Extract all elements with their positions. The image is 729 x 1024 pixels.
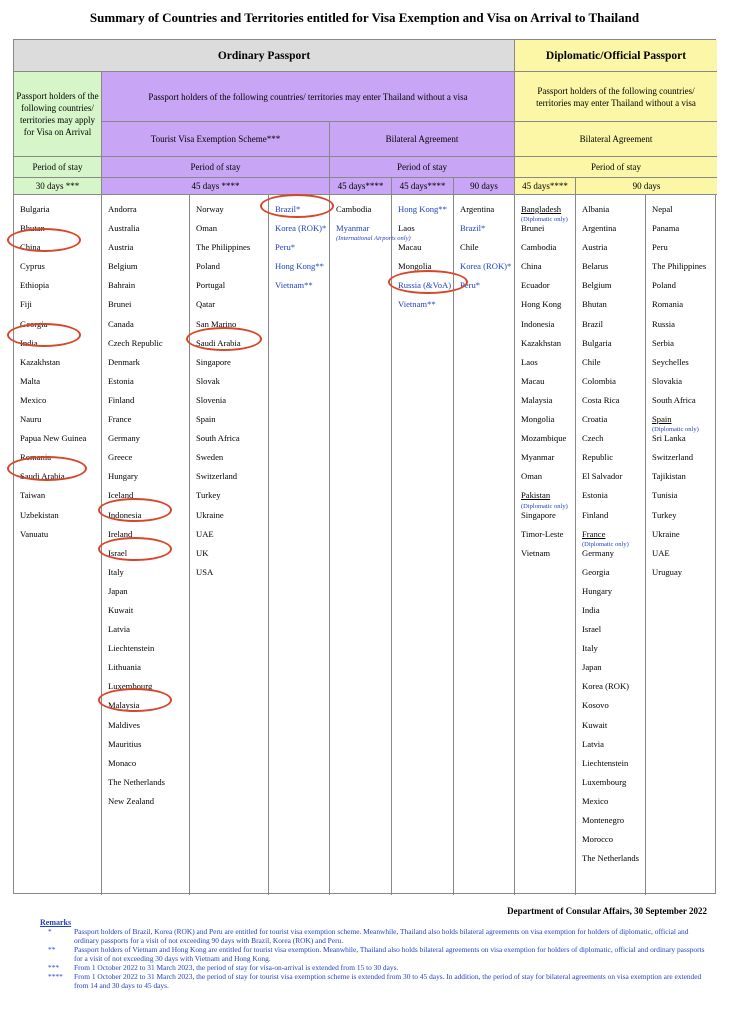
list-item: Latvia [108, 624, 130, 635]
days-dip-90: 90 days [576, 178, 717, 195]
list-item: Kuwait [108, 604, 134, 615]
list-item: Mauritius [108, 738, 142, 749]
list-item: Belgium [582, 280, 612, 291]
list-item: Mozambique [521, 433, 567, 444]
list-item: Kosovo [582, 700, 609, 711]
list-item: Indonesia [521, 318, 555, 329]
highlight-circle-israel [98, 537, 172, 561]
list-item: Bahrain [108, 280, 136, 291]
period-bilateral: Period of stay [330, 157, 515, 178]
column-voa [14, 195, 102, 895]
list-item: Kuwait [582, 719, 608, 730]
column-dip-90b [646, 195, 717, 895]
list-item: Albania [582, 204, 610, 214]
list-item: Montenegro [582, 815, 625, 825]
list-item: Cambodia [336, 204, 372, 214]
list-item: Luxembourg [108, 681, 153, 692]
list-item: Chile [460, 242, 479, 253]
list-item: Brazil [582, 318, 603, 329]
list-item: Bhutan [20, 223, 45, 234]
list-item: Oman [521, 471, 543, 482]
list-item: Korea (ROK)* [460, 261, 512, 272]
list-item: UK [196, 547, 209, 558]
list-item: Switzerland [652, 452, 694, 463]
list-item: Norway [196, 204, 224, 214]
list-item: Iceland [108, 490, 134, 501]
list-item: Belgium [108, 261, 138, 272]
list-item: Seychelles [652, 356, 689, 367]
list-item: Nepal [652, 204, 673, 214]
list-item: Hong Kong [521, 299, 562, 310]
header-diplomatic: Diplomatic/Official Passport [515, 40, 717, 72]
list-item: Brunei [108, 299, 132, 310]
list-item: Korea (ROK) [582, 681, 630, 692]
list-item: Korea (ROK)* [275, 223, 327, 234]
list-item: Hong Kong** [275, 261, 324, 272]
list-item: South Africa [652, 394, 696, 405]
list-item: Belarus [582, 261, 609, 272]
list-item: Ethiopia [20, 280, 50, 291]
list-item: UAE [196, 528, 214, 539]
list-item: Austria [108, 242, 134, 253]
list-item: Ecuador [521, 280, 550, 291]
list-item: Brunei [521, 223, 545, 234]
list-item: Tajikistan [652, 471, 686, 482]
list-item: Indonesia [108, 509, 142, 520]
list-item: China [20, 242, 41, 253]
list-item: Timor-Leste [521, 528, 564, 539]
department-signature: Department of Consular Affairs, 30 September 2022 [507, 906, 707, 916]
list-item: Pakistan [521, 490, 551, 501]
list-item: Vietnam** [398, 299, 436, 310]
list-item: Portugal [196, 280, 226, 291]
list-item: China [521, 261, 542, 272]
list-item: Andorra [108, 204, 137, 214]
note-diplomatic-only: (Diplomatic only) [521, 502, 568, 510]
list-item: Bulgaria [20, 204, 50, 214]
list-item: Papua New Guinea [20, 433, 87, 444]
list-item: Oman [196, 223, 218, 234]
header-ordinary: Ordinary Passport [14, 40, 515, 72]
list-item: The Philippines [652, 261, 707, 272]
highlight-circle-india [7, 323, 81, 347]
list-item: Bhutan [582, 299, 607, 310]
list-item: India [20, 337, 38, 348]
list-item: Colombia [582, 375, 616, 386]
header-diplomatic-desc: Passport holders of the following countries/ territories may enter Thailand without a visa [515, 72, 717, 122]
list-item: Nauru [20, 414, 42, 425]
header-voa-desc: Passport holders of the following countries/ territories may apply for Visa on Arrival [14, 72, 102, 157]
list-item: Czech Republic [108, 337, 163, 348]
list-item: Macau [521, 375, 545, 386]
list-item: Israel [582, 624, 602, 635]
list-item: Brazil* [275, 204, 301, 214]
remark-item: * Passport holders of Brazil, Korea (ROK) and Peru are entitled for tourist visa exemption scheme. Meanwhile, Thailand also holds bilateral agreements on visa exemption for holders of diplomatic, official and ordinary passports for a visit of not exceeding 90 days with Brazil, Korea (ROK) and Peru. [48, 927, 689, 945]
days-dip-45: 45 days**** [515, 178, 576, 195]
column-bilateral-90 [454, 195, 515, 895]
list-item: Laos [521, 356, 538, 367]
list-item: Russia [652, 318, 675, 329]
list-item: Italy [108, 566, 124, 577]
list-item: UAE [652, 547, 670, 558]
column-dip-45 [515, 195, 576, 895]
list-item: Luxembourg [582, 776, 627, 787]
highlight-circle-saudi-arabia-tourist [186, 327, 262, 351]
list-item: Mexico [582, 795, 609, 806]
list-item: Bangladesh [521, 204, 562, 214]
list-item: Myanmar [521, 452, 555, 463]
list-item: Argentina [460, 204, 495, 214]
list-item: Romania [652, 299, 684, 310]
list-item: Vietnam [521, 547, 551, 558]
list-item: Germany [582, 547, 614, 558]
list-item: Kazakhstan [20, 356, 61, 367]
header-bilateral-dip: Bilateral Agreement [515, 122, 717, 157]
list-item: Peru* [275, 242, 296, 253]
list-item: Uruguay [652, 566, 683, 577]
days-bilateral-45b: 45 days**** [392, 178, 454, 195]
list-item: Liechtenstein [582, 757, 629, 768]
list-item: Hungary [108, 471, 139, 482]
list-item: Greece [108, 452, 133, 463]
list-item: India [582, 604, 600, 615]
column-bilateral-45b [392, 195, 454, 895]
days-bilateral-90: 90 days [454, 178, 515, 195]
list-item: Malta [20, 375, 41, 386]
list-item: Chile [582, 356, 601, 367]
remarks-section [40, 918, 710, 990]
list-item: Singapore [196, 356, 231, 367]
highlight-circle-saudi-arabia-voa [7, 456, 87, 481]
list-item: Czech [582, 433, 604, 444]
list-item: Germany [108, 433, 140, 444]
list-item: Brazil* [460, 223, 486, 234]
highlight-circle-china [7, 228, 81, 252]
list-item: Estonia [108, 375, 134, 386]
list-item: Poland [652, 280, 676, 291]
list-item: Japan [582, 662, 602, 673]
list-item: Australia [108, 223, 140, 234]
period-voa: Period of stay [14, 157, 102, 178]
list-item: Argentina [582, 223, 617, 234]
list-item: Vietnam** [275, 280, 313, 291]
list-item: San Marino [196, 318, 237, 329]
period-dip: Period of stay [515, 157, 717, 178]
list-item: Malaysia [521, 394, 553, 405]
list-item: Mongolia [521, 414, 555, 425]
list-item: Romania [20, 452, 52, 463]
list-item: Israel [108, 547, 128, 558]
list-item: Panama [652, 223, 680, 234]
remark-item: ** Passport holders of Vietnam and Hong Kong are entitled for tourist visa exemption. Meanwhile, Thailand also holds bilateral agreements on visa exemption for holders of diplomatic, official and ordinary passports for a visit of not exceeding 30 days with Vietnam and Hong Kong. [48, 945, 705, 963]
highlight-circle-russia [388, 270, 468, 294]
list-item: Sweden [196, 452, 224, 463]
list-item: Cambodia [521, 242, 557, 253]
list-item: Japan [108, 585, 128, 596]
list-item: Vanuatu [20, 528, 49, 539]
list-item: Cyprus [20, 261, 45, 272]
header-bilateral: Bilateral Agreement [330, 122, 515, 157]
list-item: The Netherlands [108, 776, 166, 787]
remarks-heading: Remarks [40, 918, 72, 927]
list-item: Singapore [521, 509, 556, 520]
list-item: Kazakhstan [521, 337, 562, 348]
list-item: New Zealand [108, 795, 155, 806]
list-item: Georgia [20, 318, 48, 329]
list-item: The Netherlands [582, 853, 640, 864]
list-item: Latvia [582, 738, 604, 749]
list-item: Morocco [582, 834, 614, 845]
list-item: Saudi Arabia [20, 471, 65, 482]
list-item: Laos [398, 223, 415, 234]
days-bilateral-45a: 45 days**** [330, 178, 392, 195]
list-item: Hungary [582, 585, 613, 596]
list-item: Republic [582, 452, 614, 463]
list-item: Italy [582, 643, 598, 654]
highlight-circle-indonesia [98, 498, 172, 522]
days-voa: 30 days *** [14, 178, 102, 195]
list-item: Turkey [196, 490, 221, 501]
list-item: Mongolia [398, 261, 432, 272]
list-item: Ireland [108, 528, 133, 539]
list-item: Macau [398, 242, 422, 253]
note-diplomatic-only: (Diplomatic only) [521, 216, 568, 224]
list-item: Hong Kong** [398, 204, 447, 214]
visa-table [13, 39, 716, 894]
column-dip-90a [576, 195, 646, 895]
note-diplomatic-only: (Diplomatic only) [652, 426, 699, 434]
list-item: Georgia [582, 566, 610, 577]
note-international-airports: (International Airports only) [336, 235, 411, 243]
list-item: Denmark [108, 356, 140, 367]
list-item: Slovenia [196, 394, 227, 405]
list-item: Bulgaria [582, 337, 612, 348]
list-item: Serbia [652, 337, 674, 348]
list-item: Maldives [108, 719, 140, 730]
list-item: Canada [108, 318, 134, 329]
list-item: Croatia [582, 414, 608, 425]
list-item: Monaco [108, 757, 137, 768]
period-tourist: Period of stay [102, 157, 330, 178]
list-item: Peru* [460, 280, 481, 291]
list-item: Tunisia [652, 490, 678, 501]
list-item: Mexico [20, 394, 47, 405]
remark-item: **** From 1 October 2022 to 31 March 2023, the period of stay for tourist visa exemption scheme is extended from 30 to 45 days. In addition, the period of stay for bilateral agreements on visa exemption are extended from 14 and 30 days to 45 days. [48, 972, 702, 990]
list-item: Myanmar [336, 223, 370, 234]
page-title: Summary of Countries and Territories entitled for Visa Exemption and Visa on Arrival to Thailand [89, 10, 640, 25]
list-item: Slovak [196, 375, 220, 386]
note-diplomatic-only: (Diplomatic only) [582, 540, 629, 548]
list-item: Lithuania [108, 662, 141, 673]
remark-item: *** From 1 October 2022 to 31 March 2023, the period of stay for visa-on-arrival is extended from 15 to 30 days. [48, 963, 399, 972]
column-tourist-3 [269, 195, 330, 895]
list-item: Spain [652, 414, 672, 425]
list-item: Costa Rica [582, 394, 620, 405]
list-item: Turkey [652, 509, 677, 520]
list-item: Uzbekistan [20, 509, 59, 520]
list-item: Fiji [20, 299, 32, 310]
list-item: Finland [108, 394, 135, 405]
highlight-circle-malaysia [98, 688, 172, 712]
days-tourist: 45 days **** [102, 178, 330, 195]
list-item: Malaysia [108, 700, 140, 711]
list-item: El Salvador [582, 471, 623, 482]
list-item: France [582, 528, 606, 539]
list-item: Finland [582, 509, 609, 520]
list-item: France [108, 414, 132, 425]
list-item: Liechtenstein [108, 643, 155, 654]
list-item: Ukraine [652, 528, 680, 539]
header-ordinary-desc: Passport holders of the following countries/ territories may enter Thailand without a visa [102, 72, 515, 122]
list-item: Russia (&VoA) [398, 280, 452, 291]
column-tourist-2 [190, 195, 269, 895]
list-item: Sri Lanka [652, 433, 686, 444]
list-item: Poland [196, 261, 220, 272]
list-item: South Africa [196, 433, 240, 444]
list-item: Switzerland [196, 471, 238, 482]
list-item: USA [196, 566, 214, 577]
list-item: Taiwan [20, 490, 46, 501]
list-item: Ukraine [196, 509, 224, 520]
list-item: Peru [652, 242, 668, 253]
list-item: Saudi Arabia [196, 337, 241, 348]
list-item: Qatar [196, 299, 216, 310]
list-item: Estonia [582, 490, 608, 501]
list-item: The Philippines [196, 242, 251, 253]
highlight-circle-brazil [260, 194, 334, 218]
list-item: Spain [196, 414, 216, 425]
header-tourist-scheme: Tourist Visa Exemption Scheme*** [102, 122, 330, 157]
list-item: Austria [582, 242, 608, 253]
list-item: Slovakia [652, 375, 683, 386]
